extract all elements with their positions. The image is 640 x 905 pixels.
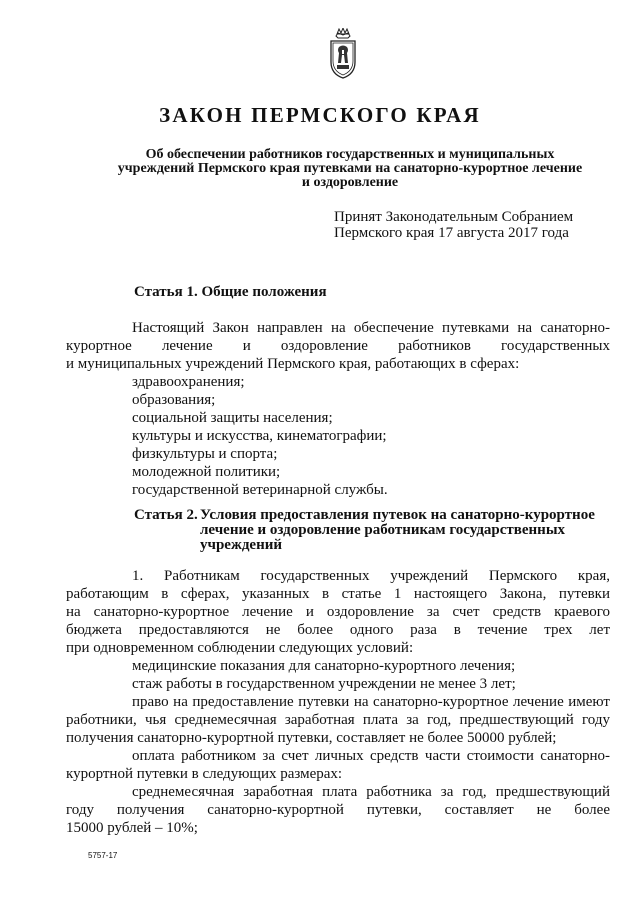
article-2-title	[200, 508, 610, 553]
article-1-intro-line: Настоящий Закон направлен на обеспечение путевками на санаторно-	[132, 320, 610, 336]
sphere-list-item: культуры и искусства, кинематографии;	[132, 428, 387, 444]
article-2-paragraph-line: году получения санаторно-курортной путевки, составляет не более	[66, 802, 610, 818]
law-subtitle-line: учреждений Пермского края путевками на санаторно-курортное лечение	[117, 161, 583, 176]
article-2-title-line: Условия предоставления путевок на санаторно-курортное	[200, 507, 595, 523]
adoption-note-line: Пермского края 17 августа 2017 года	[334, 225, 569, 241]
article-2-paragraph-line: курортной путевки в следующих размерах:	[66, 766, 343, 782]
sphere-list-item: молодежной политики;	[132, 464, 281, 480]
law-title: ЗАКОН ПЕРМСКОГО КРАЯ	[159, 103, 481, 127]
article-2-label: Статья 2.	[134, 507, 198, 523]
condition-list-item: стаж работы в государственном учреждении не менее 3 лет;	[132, 676, 516, 692]
article-2-paragraph-line: на санаторно-курортное лечение и оздоровление за счет средств краевого	[66, 604, 610, 620]
article-2-paragraph-line: работающим в сферах, указанных в статье 1 настоящего Закона, путевки	[66, 586, 610, 602]
condition-list-item: медицинские показания для санаторно-курортного лечения;	[132, 658, 516, 674]
article-2-paragraph-line: 15000 рублей – 10%;	[66, 820, 198, 836]
article-2-paragraph-line: 1. Работникам государственных учреждений Пермского края,	[132, 568, 610, 584]
sphere-list-item: физкультуры и спорта;	[132, 446, 278, 462]
article-2-title-line: лечение и оздоровление работникам государственных	[200, 522, 566, 538]
adoption-note	[334, 209, 614, 241]
article-2-title-line: учреждений	[200, 537, 283, 553]
article-2-paragraph-line: бюджета предоставляются не более одного раза в течение трех лет	[66, 622, 610, 638]
law-subtitle-line: и оздоровление	[301, 175, 399, 190]
sphere-list-item: государственной ветеринарной службы.	[132, 482, 388, 498]
sphere-list-item: образования;	[132, 392, 216, 408]
sphere-list-item: здравоохранения;	[132, 374, 245, 390]
article-2-paragraph-line: получения санаторно-курортной путевки, составляет не более 50000 рублей;	[66, 730, 557, 746]
article-1-intro-line: курортное лечение и оздоровление работников государственных	[66, 338, 610, 354]
article-1-intro-line: и муниципальных учреждений Пермского края, работающих в сферах:	[66, 356, 520, 372]
coat-of-arms-emblem	[328, 28, 358, 80]
article-2-paragraph-line: работники, чья среднемесячная заработная плата за год, предшествующий году	[66, 712, 610, 728]
article-2-paragraph-line: среднемесячная заработная плата работника за год, предшествующий	[132, 784, 610, 800]
article-2-paragraph-line: при одновременном соблюдении следующих условий:	[66, 640, 414, 656]
document-number: 5757-17	[88, 851, 118, 860]
law-subtitle-line: Об обеспечении работников государственных и муниципальных	[145, 147, 555, 162]
law-subtitle	[110, 148, 590, 190]
sphere-list-item: социальной защиты населения;	[132, 410, 333, 426]
article-2-paragraph-line: оплата работником за счет личных средств части стоимости санаторно-	[132, 748, 610, 764]
adoption-note-line: Принят Законодательным Собранием	[334, 209, 574, 225]
article-1-heading: Статья 1. Общие положения	[134, 284, 327, 300]
article-2-paragraph-line: право на предоставление путевки на санаторно-курортное лечение имеют	[132, 694, 610, 710]
